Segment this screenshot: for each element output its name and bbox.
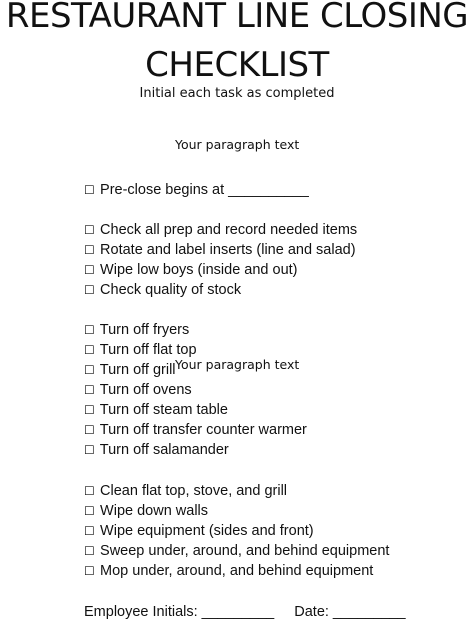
checklist-item-text: Sweep under, around, and behind equipment: [100, 543, 390, 559]
checkbox-icon: ☐: [84, 484, 95, 498]
checklist-item: [84, 320, 189, 340]
checklist-item: [84, 400, 228, 420]
checkbox-icon: ☐: [84, 263, 95, 277]
checklist-item: [84, 380, 192, 400]
checkbox-icon: ☐: [84, 564, 95, 578]
checkbox-icon: ☐: [84, 524, 95, 538]
checklist-item-text: Wipe low boys (inside and out): [100, 262, 298, 278]
checkbox-icon: ☐: [84, 323, 95, 337]
document-title-line-1: RESTAURANT LINE CLOSING: [5, 0, 469, 36]
checklist-item-text: Turn off ovens: [99, 382, 192, 398]
checklist-item: [84, 561, 373, 581]
checklist-item-text: Check all prep and record needed items: [100, 222, 358, 238]
checkbox-icon: ☐: [84, 183, 95, 197]
checklist-item: [84, 360, 176, 380]
checklist-item: [84, 481, 287, 501]
checkbox-icon: ☐: [84, 363, 95, 377]
checklist-item: [84, 420, 307, 440]
checklist-item: [84, 260, 298, 280]
checklist-item-text: Turn off grill: [99, 362, 176, 378]
checklist-item: [84, 220, 357, 240]
checkbox-icon: ☐: [84, 243, 95, 257]
date-field: Date: _________: [294, 604, 406, 620]
signature-footer: [84, 602, 406, 622]
checklist-item: [84, 440, 229, 460]
checkbox-icon: ☐: [84, 283, 95, 297]
checkbox-icon: ☐: [84, 383, 95, 397]
checkbox-icon: ☐: [84, 504, 95, 518]
employee-initials-field: Employee Initials: _________: [84, 604, 275, 620]
paragraph-placeholder-2: Your paragraph text: [175, 357, 300, 372]
checklist-item: [84, 501, 208, 521]
checklist-item: [84, 541, 389, 561]
checkbox-icon: ☐: [84, 343, 95, 357]
checklist-item-text: Wipe equipment (sides and front): [100, 523, 314, 539]
checklist-item-text: Check quality of stock: [100, 282, 242, 298]
document-subtitle: Initial each task as completed: [139, 86, 335, 101]
checklist-item-text: Rotate and label inserts (line and salad): [100, 242, 356, 258]
checkbox-icon: ☐: [84, 443, 95, 457]
checkbox-icon: ☐: [84, 403, 95, 417]
checklist-item: [84, 180, 309, 200]
checkbox-icon: ☐: [84, 423, 95, 437]
checklist-item-text: Turn off transfer counter warmer: [99, 422, 307, 438]
paragraph-placeholder-1: Your paragraph text: [175, 137, 300, 152]
checklist-item-text: Turn off steam table: [99, 402, 228, 418]
checklist-item-text: Wipe down walls: [100, 503, 209, 519]
checklist-item-text: Clean flat top, stove, and grill: [100, 483, 288, 499]
checklist-item-text: Turn off fryers: [99, 322, 190, 338]
checklist-item-text: Pre-close begins at __________: [100, 182, 309, 198]
checklist-item-text: Mop under, around, and behind equipment: [100, 563, 374, 579]
checklist-item: [84, 521, 314, 541]
checklist-item: [84, 280, 241, 300]
document-title-line-2: CHECKLIST: [145, 45, 329, 85]
checklist-item: [84, 240, 356, 260]
checklist-item-text: Turn off salamander: [99, 442, 229, 458]
checkbox-icon: ☐: [84, 223, 95, 237]
checklist-item-text: Turn off flat top: [99, 342, 197, 358]
checkbox-icon: ☐: [84, 544, 95, 558]
